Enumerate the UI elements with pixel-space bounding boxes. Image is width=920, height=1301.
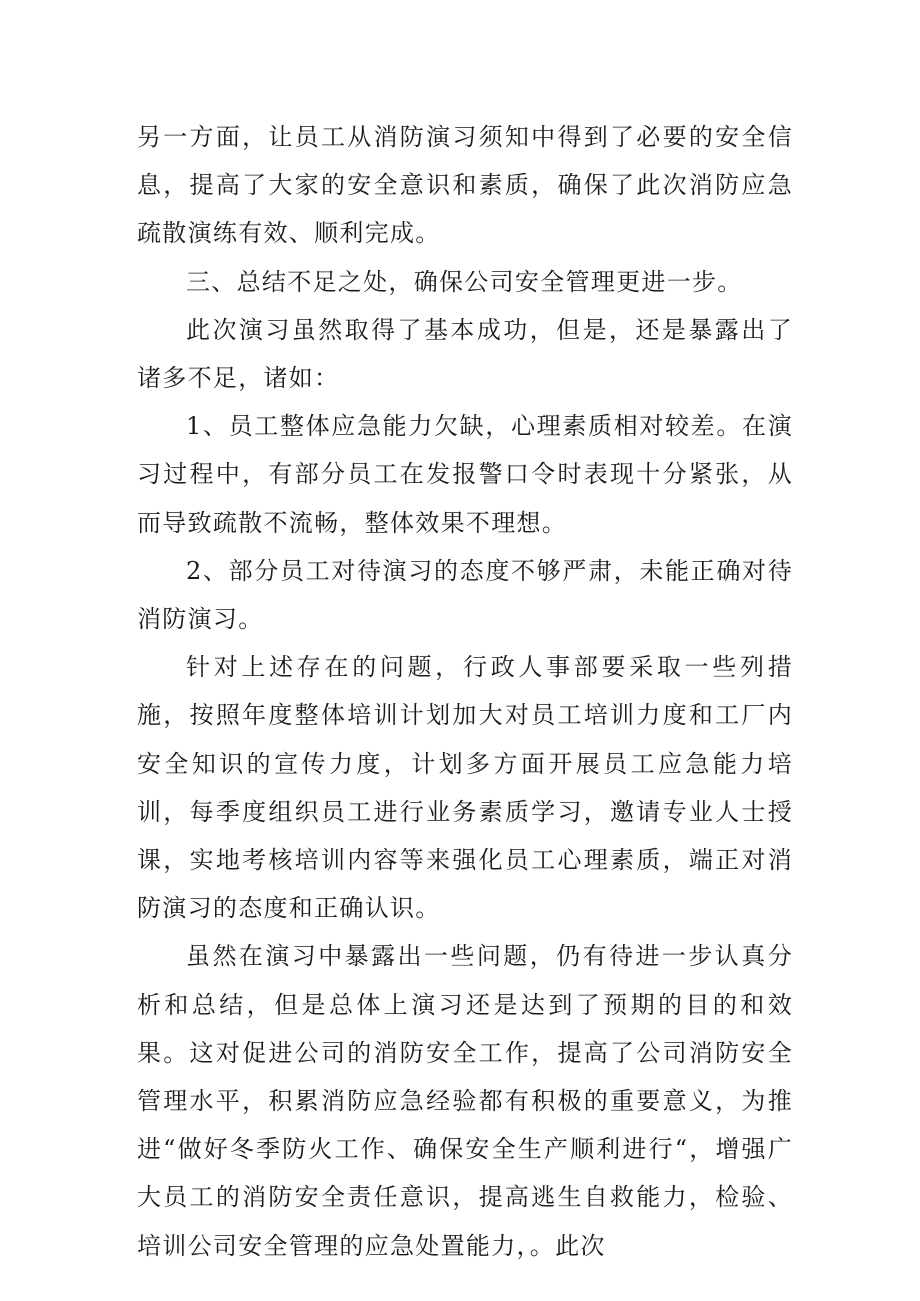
paragraph-1: 另一方面，让员工从消防演习须知中得到了必要的安全信息，提高了大家的安全意识和素质，确保了此次消防应急疏散演练有效、顺利完成。: [137, 123, 793, 248]
list-item-2: 2、部分员工对待演习的态度不够严肃，未能正确对待消防演习。: [137, 556, 793, 634]
section-heading-3: 三、总结不足之处，确保公司安全管理更进一步。: [186, 267, 743, 296]
paragraph-6: 针对上述存在的问题，行政人事部要采取一些列措施，按照年度整体培训计划加大对员工培训力度和工厂内安全知识的宣传力度，计划多方面开展员工应急能力培训，每季度组织员工进行业务素质学习，邀请专业人士授课，实地考核培训内容等来强化员工心理素质，端正对消防演习的态度和正确认识。: [137, 653, 793, 923]
paragraph-3: 此次演习虽然取得了基本成功，但是，还是暴露出了诸多不足，诸如：: [137, 315, 793, 393]
list-item-1: 1、员工整体应急能力欠缺，心理素质相对较差。在演习过程中，有部分员工在发报警口令时表现十分紧张，从而导致疏散不流畅，整体效果不理想。: [137, 412, 793, 537]
document-body: [137, 113, 793, 1270]
paragraph-7: 虽然在演习中暴露出一些问题，仍有待进一步认真分析和总结，但是总体上演习还是达到了预期的目的和效果。这对促进公司的消防安全工作，提高了公司消防安全管理水平，积累消防应急经验都有积极的重要意义，为推进“做好冬季防火工作、确保安全生产顺利进行“，增强广大员工的消防安全责任意识，提高逃生自救能力，检验、培训公司安全管理的应急处置能力，。此次: [137, 942, 793, 1260]
